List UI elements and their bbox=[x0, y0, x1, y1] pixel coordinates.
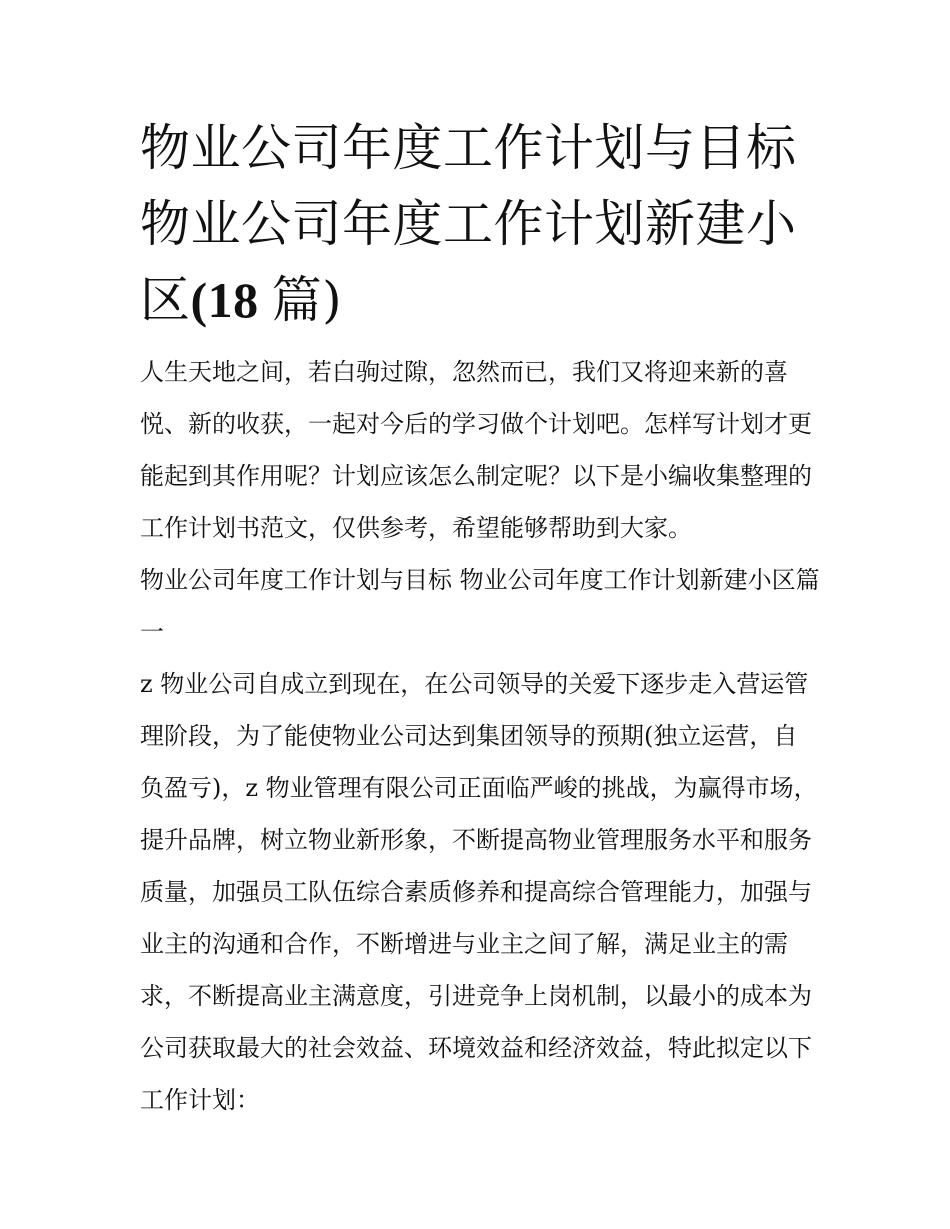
title-line-1: 物业公司年度工作计划与目标 bbox=[140, 119, 797, 177]
title-line-3-prefix: 区 bbox=[140, 271, 191, 329]
document-title bbox=[140, 110, 820, 338]
title-line-3-number: (18 bbox=[190, 272, 272, 328]
document-page bbox=[140, 110, 820, 1126]
section-heading: 物业公司年度工作计划与目标 物业公司年度工作计划新建小区篇一 bbox=[140, 566, 820, 646]
intro-paragraph: 人生天地之间，若白驹过隙，忽然而已，我们又将迎来新的喜悦、新的收获，一起对今后的学习做个计划吧。怎样写计划才更能起到其作用呢？计划应该怎么制定呢？以下是小编收集整理的工作计划书范文，仅供参考，希望能够帮助到大家。 bbox=[140, 358, 812, 542]
title-line-3-suffix: 篇) bbox=[271, 271, 343, 329]
body-paragraph: z 物业公司自成立到现在，在公司领导的关爱下逐步走入营运管理阶段，为了能使物业公司达到集团领导的预期(独立运营，自负盈亏)，z 物业管理有限公司正面临严峻的挑战，为赢得市场，提升品牌，树立物业新形象，不断提高物业管理服务水平和服务质量，加强员工队伍综合素质修养和提高综合管理能力，加强与业主的沟通和合作，不断增进与业主之间了解，满足业主的需求，不断提高业主满意度，引进竞争上岗机制，以最小的成本为公司获取最大的社会效益、环境效益和经济效益，特此拟定以下工作计划： bbox=[140, 670, 818, 1114]
title-line-2: 物业公司年度工作计划新建小 bbox=[140, 195, 797, 253]
